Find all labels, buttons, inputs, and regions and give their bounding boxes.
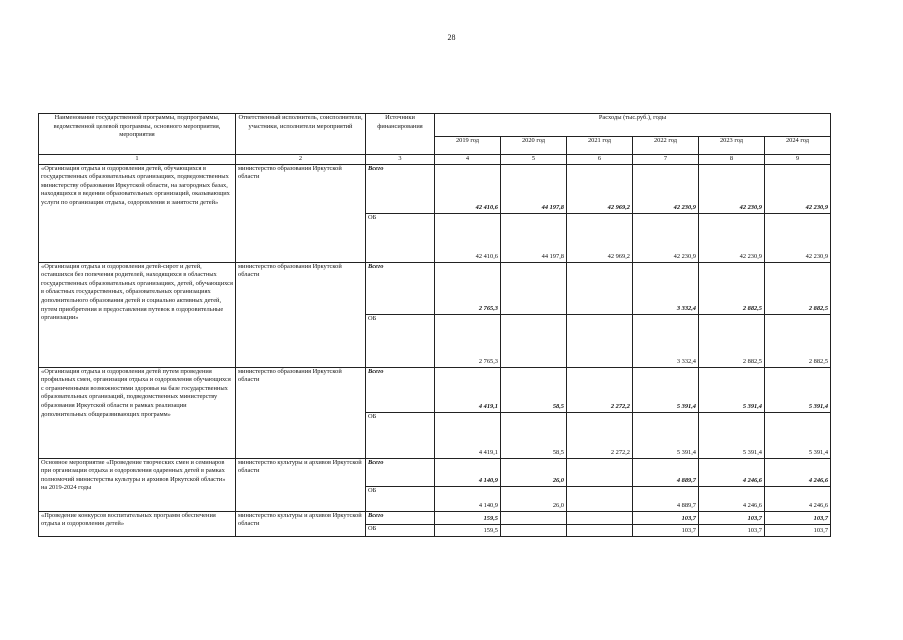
total-value: 2 765,3 — [435, 262, 501, 314]
total-value — [567, 262, 633, 314]
total-value: 42 230,9 — [699, 164, 765, 213]
ob-value — [501, 524, 567, 536]
total-value: 2 882,5 — [765, 262, 831, 314]
source-ob-label: ОБ — [366, 314, 435, 367]
header-row-top — [39, 114, 831, 137]
header-sources: Источники финансирования — [366, 114, 435, 155]
total-value: 26,0 — [501, 458, 567, 486]
source-total-label: Всего — [366, 164, 435, 213]
total-value: 5 391,4 — [633, 367, 699, 412]
program-name: «Организация отдыха и оздоровления детей, обучающихся в государственных образовательных организациях, подведомственных министерству образования Иркутской области, на загородных базах, находящихся в ведении образовательных организаций, оказывающих услуги по организации отдыха, оздоровления и занятости детей» — [39, 164, 236, 262]
ob-value: 2 882,5 — [765, 314, 831, 367]
header-expenses: Расходы (тыс.руб.), годы — [435, 114, 831, 137]
ob-value: 42 410,6 — [435, 213, 501, 262]
program-executor: министерство культуры и архивов Иркутской области — [236, 458, 366, 511]
program-name: «Организация отдыха и оздоровления детей-сирот и детей, оставшихся без попечения родителей, находящихся в областных государственных образовательных организациях, детей, обучающихся в областных государственных, образовательных организациях дополнительного образования детей и социально активных детей, путем приобретения и предоставления путевок в оздоровительные организации» — [39, 262, 236, 367]
ob-value: 103,7 — [699, 524, 765, 536]
ob-value: 58,5 — [501, 412, 567, 458]
ob-value — [567, 314, 633, 367]
total-value — [567, 511, 633, 524]
column-number: 6 — [567, 155, 633, 165]
source-total-label: Всего — [366, 367, 435, 412]
column-number: 3 — [366, 155, 435, 165]
total-value: 2 272,2 — [567, 367, 633, 412]
program-executor: министерство образования Иркутской области — [236, 262, 366, 367]
ob-value: 4 246,6 — [699, 486, 765, 511]
ob-value: 5 391,4 — [699, 412, 765, 458]
source-ob-label: ОБ — [366, 486, 435, 511]
ob-value: 2 765,3 — [435, 314, 501, 367]
total-value: 2 882,5 — [699, 262, 765, 314]
program-executor: министерство культуры и архивов Иркутской области — [236, 511, 366, 536]
total-value: 42 230,9 — [633, 164, 699, 213]
header-year: 2019 год — [435, 137, 501, 155]
total-value: 58,5 — [501, 367, 567, 412]
total-value — [501, 511, 567, 524]
program-row-total — [39, 511, 831, 524]
ob-value: 103,7 — [633, 524, 699, 536]
header-executor: Ответственный исполнитель, соисполнители, участники, исполнители мероприятий — [236, 114, 366, 155]
total-value: 42 969,2 — [567, 164, 633, 213]
total-value: 42 230,9 — [765, 164, 831, 213]
ob-value: 42 969,2 — [567, 213, 633, 262]
header-year: 2024 год — [765, 137, 831, 155]
total-value: 42 410,6 — [435, 164, 501, 213]
ob-value: 5 391,4 — [765, 412, 831, 458]
total-value: 159,5 — [435, 511, 501, 524]
program-row-total — [39, 367, 831, 412]
total-value: 103,7 — [765, 511, 831, 524]
ob-value: 26,0 — [501, 486, 567, 511]
page-number: 28 — [447, 33, 456, 42]
total-value: 4 419,1 — [435, 367, 501, 412]
ob-value: 4 419,1 — [435, 412, 501, 458]
source-ob-label: ОБ — [366, 213, 435, 262]
ob-value: 5 391,4 — [633, 412, 699, 458]
ob-value: 3 332,4 — [633, 314, 699, 367]
header-year: 2022 год — [633, 137, 699, 155]
total-value: 4 889,7 — [633, 458, 699, 486]
ob-value: 42 230,9 — [765, 213, 831, 262]
source-ob-label: ОБ — [366, 524, 435, 536]
column-number: 5 — [501, 155, 567, 165]
program-name: Основное мероприятие «Проведение творческих смен и семинаров при организации отдыха и оздоровления одаренных детей в рамках полномочий министерства культуры и архивов Иркутской области» на 2019-2024 годы — [39, 458, 236, 511]
program-executor: министерство образования Иркутской области — [236, 367, 366, 458]
ob-value — [567, 524, 633, 536]
column-number: 8 — [699, 155, 765, 165]
source-total-label: Всего — [366, 262, 435, 314]
ob-value: 42 230,9 — [633, 213, 699, 262]
total-value: 5 391,4 — [699, 367, 765, 412]
ob-value: 4 140,9 — [435, 486, 501, 511]
column-number: 1 — [39, 155, 236, 165]
total-value: 3 332,4 — [633, 262, 699, 314]
ob-value: 4 246,6 — [765, 486, 831, 511]
source-ob-label: ОБ — [366, 412, 435, 458]
total-value: 103,7 — [699, 511, 765, 524]
program-row-total — [39, 262, 831, 314]
column-number: 4 — [435, 155, 501, 165]
ob-value — [501, 314, 567, 367]
header-year: 2021 год — [567, 137, 633, 155]
program-executor: министерство образования Иркутской области — [236, 164, 366, 262]
column-number: 2 — [236, 155, 366, 165]
total-value: 5 391,4 — [765, 367, 831, 412]
header-year: 2020 год — [501, 137, 567, 155]
total-value — [501, 262, 567, 314]
program-name: «Организация отдыха и оздоровления детей путем проведения профильных смен, организация отдыха и оздоровления обучающихся с ограниченными возможностями здоровья на базе государственных образовательных организаций, подведомственных министерству образования Иркутской области в рамках реализации дополнительных общеразвивающих программ» — [39, 367, 236, 458]
total-value: 4 246,6 — [765, 458, 831, 486]
ob-value: 2 272,2 — [567, 412, 633, 458]
total-value: 4 140,9 — [435, 458, 501, 486]
ob-value: 4 889,7 — [633, 486, 699, 511]
total-value: 44 197,8 — [501, 164, 567, 213]
ob-value: 42 230,9 — [699, 213, 765, 262]
program-name: «Проведение конкурсов воспитательных программ обеспечения отдыха и оздоровления детей» — [39, 511, 236, 536]
total-value: 4 246,6 — [699, 458, 765, 486]
column-number-row — [39, 155, 831, 165]
program-row-total — [39, 164, 831, 213]
budget-table — [38, 113, 831, 537]
column-number: 7 — [633, 155, 699, 165]
ob-value: 103,7 — [765, 524, 831, 536]
header-year: 2023 год — [699, 137, 765, 155]
source-total-label: Всего — [366, 458, 435, 486]
column-number: 9 — [765, 155, 831, 165]
ob-value: 44 197,8 — [501, 213, 567, 262]
ob-value: 159,5 — [435, 524, 501, 536]
program-row-total — [39, 458, 831, 486]
ob-value: 2 882,5 — [699, 314, 765, 367]
ob-value — [567, 486, 633, 511]
total-value — [567, 458, 633, 486]
header-name: Наименование государственной программы, подпрограммы, ведомственной целевой программы, основного мероприятия, мероприятия — [39, 114, 236, 155]
total-value: 103,7 — [633, 511, 699, 524]
source-total-label: Всего — [366, 511, 435, 524]
